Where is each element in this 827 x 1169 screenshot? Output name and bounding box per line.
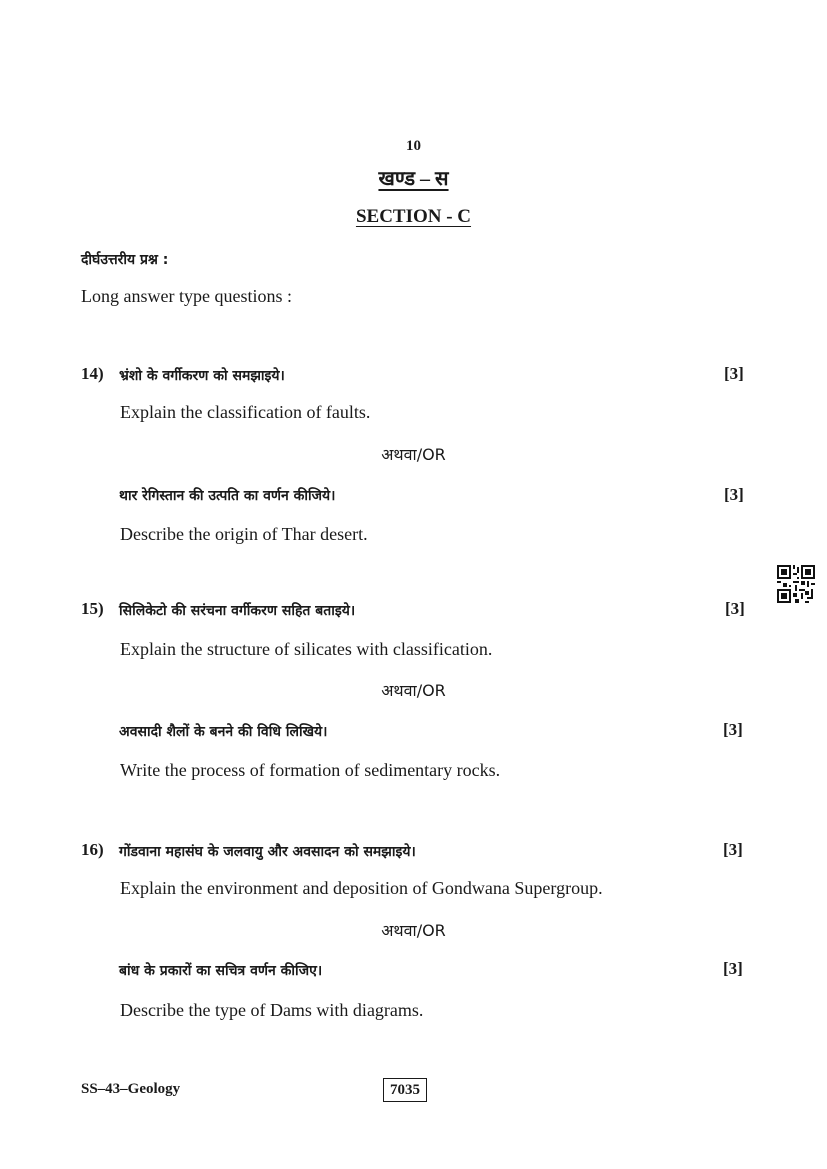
question-text-hindi: सिलिकेटो की सरंचना वर्गीकरण सहित बताइये। (119, 603, 356, 619)
question-text-english: Explain the environment and deposition of Gondwana Supergroup. (120, 878, 603, 898)
alternative-text-english: Describe the origin of Thar desert. (120, 524, 368, 544)
question-number: 14) (81, 364, 104, 383)
alternative-marks: [3] (723, 720, 743, 739)
question-marks: [3] (724, 364, 744, 383)
subject-code: SS–43–Geology (81, 1081, 181, 1097)
question-marks: [3] (723, 840, 743, 859)
or-separator: अथवा/OR (381, 921, 446, 940)
question-text-hindi: गोंडवाना महासंघ के जलवायु और अवसादन को समझाइये। (119, 844, 416, 860)
alternative-text-hindi: अवसादी शैलों के बनने की विधि लिखिये। (119, 724, 328, 740)
question-text-hindi: भ्रंशो के वर्गीकरण को समझाइये। (119, 368, 285, 384)
or-separator: अथवा/OR (381, 445, 446, 464)
paper-number-box: 7035 (383, 1078, 427, 1102)
or-separator: अथवा/OR (381, 681, 446, 700)
question-marks: [3] (725, 599, 745, 618)
alternative-marks: [3] (723, 959, 743, 978)
instructions-english: Long answer type questions : (81, 286, 292, 306)
alternative-text-hindi: थार रेगिस्तान की उत्पति का वर्णन कीजिये। (119, 488, 336, 504)
alternative-text-english: Describe the type of Dams with diagrams. (120, 1000, 424, 1020)
section-title-english: SECTION - C (355, 206, 472, 227)
section-title-hindi: खण्ड – स (378, 168, 449, 190)
alternative-marks: [3] (724, 485, 744, 504)
alternative-text-english: Write the process of formation of sedimentary rocks. (120, 760, 501, 780)
page-number: 10 (406, 138, 421, 154)
question-number: 15) (81, 599, 104, 618)
instructions-hindi: दीर्घउत्तरीय प्रश्न : (81, 252, 169, 268)
qr-code-icon (777, 565, 815, 603)
alternative-text-hindi: बांध के प्रकारों का सचित्र वर्णन कीजिए। (119, 963, 323, 979)
question-text-english: Explain the classification of faults. (120, 402, 371, 422)
question-text-english: Explain the structure of silicates with classification. (120, 639, 493, 659)
question-number: 16) (81, 840, 104, 859)
